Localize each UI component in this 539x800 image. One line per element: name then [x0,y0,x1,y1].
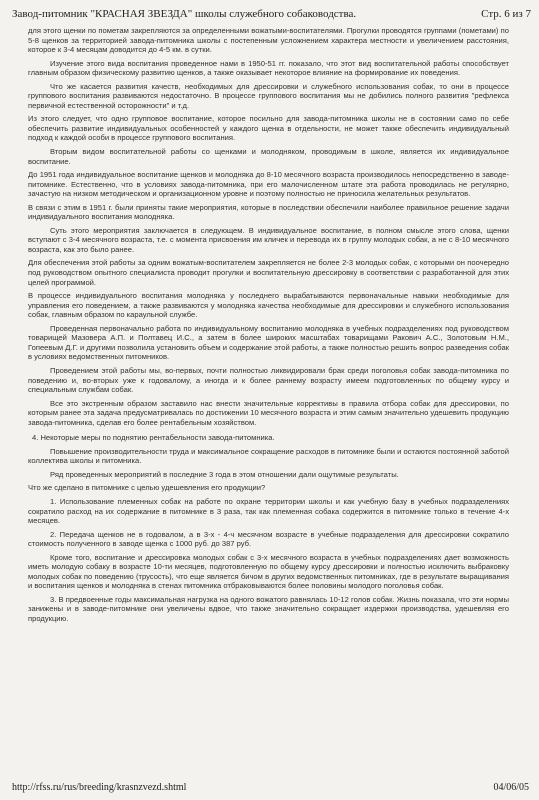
paragraph: 3. В предвоенные годы максимальная нагрузка на одного вожатого равнялась 10-12 голов собак. Жизнь показала, что эти нормы занижены и в заводе-питомнике они увеличены вдвое, что также значительно сокращает издержки производства, удешевляя его продукцию. [28,594,509,623]
page-number: Стр. 6 из 7 [481,8,531,20]
paragraph: Что же сделано в питомнике с целью удешевления его продукции? [28,483,266,493]
section-heading: 4. Некоторые меры по поднятию рентабельности завода-питомника. [32,433,275,443]
page-footer [12,782,529,794]
paragraph: В процессе индивидуального воспитания молодняка у последнего вырабатываются первоначальные навыки необходимые для управления его поведением, а также развиваются у молодняка качества необходимые для дрессировки и служебного использования собак, главным образом по караульной службе. [28,291,509,320]
page-header [12,8,531,22]
paragraph: Для обеспечения этой работы за одним вожатым-воспитателем закрепляется не более 2-3 молодых собак, с которыми он поочередно под руководством опытного специалиста проводит прогулки и воспитательную дрессировку в соответствии с разработанной для этих целей программой. [28,258,509,287]
paragraph: До 1951 года индивидуальное воспитание щенков и молодняка до 8-10 месячного возраста производилось непосредственно в заводе-питомнике. Естественно, что в условиях завода-питомника, при его малочисленном штате эта работа проводилась не регулярно, зачастую на низком методическом и организационном уровне и поэтому полностью не приносила желательных результатов. [28,170,509,199]
paragraph: Проведением этой работы мы, во-первых, почти полностью ликвидировали брак среди поголовья собак завода-питомника по поведению и, во-вторых уже к годовалому, а иногда и к более раннему возрасту имеем подготовленных по общему курсу и специальным службам собак. [28,365,509,395]
paragraph: 2. Передача щенков не в годовалом, а в 3-х - 4-ч месячном возрасте в учебные подразделения для дрессировки сократило стоимость полученного в заводе щенка с 1000 руб. до 387 руб. [28,529,509,549]
paragraph: 1. Использование племенных собак на работе по охране территории школы и как учебную базу в учебных подразделениях сократило расход на их содержание в питомнике в 3 раза, так как племенная собака содержится в питомнике только в течение 4-х месяцев. [28,496,509,526]
document-body [28,26,509,764]
paragraph: Изучение этого вида воспитания проведенное нами в 1950-51 гг. показало, что этот вид воспитательной работы способствует главным образом физическому развитию щенков, а также оказывает некоторое влияние на формирование их поведения. [28,58,509,78]
print-date: 04/06/05 [493,782,529,793]
paragraph: Ряд проведенных мероприятий в последние 3 года в этом отношении дали ощутимые результаты. [50,469,399,479]
paragraph: Проведенная первоначально работа по индивидуальному воспитанию молодняка в учебных подразделениях под руководством товарищей Мазовера А.П. и Полтавец И.С., а затем в более широких масштабах товарищами Ракович А.С., Золотовым Н.М., Гопеевым Д.Г. и другими позволила установить объем и содержание этой работы, а также полностью решить вопрос разведения собак в условиях ведомственных питомников. [28,323,509,362]
paragraph: Вторым видом воспитательной работы со щенками и молодняком, проводимым в школе, является их индивидуальное воспитание. [28,147,509,166]
paragraph: В связи с этим в 1951 г. были приняты такие мероприятия, которые в последствии обеспечили наиболее правильное решение задачи индивидуального воспитания молодняка. [28,202,509,222]
document-title: Завод-питомник "КРАСНАЯ ЗВЕЗДА" школы служебного собаководства. [12,8,357,20]
paragraph: Кроме того, воспитание и дрессировка молодых собак с 3-х месячного возраста в учебных подразделениях дает возможность иметь молодую собаку в возрасте 10-ти месяцев, подготовленную по общему курсу дрессировки и полностью исключить выбраковку молодых собак по поведению (трусость), что еще является бичом в других ведомственных питомниках, где в результате выращивания и воспитания щенков и молодняка в стенах питомника отбраковываются более половины молодого поголовья собак. [28,552,509,591]
paragraph: Повышение производительности труда и максимальное сокращение расходов в питомнике были и остаются постоянной заботой коллектива школы и питомника. [28,446,509,466]
page-url[interactable]: http://rfss.ru/rus/breeding/krasnzvezd.shtml [12,782,187,793]
paragraph: Суть этого мероприятия заключается в следующем. В индивидуальное воспитание, в полном смысле этого слова, щенки вступают с 3-4 месячного возраста, т.е. с момента присвоения им кличек и перевода их в группу молодых собак, а не с 8-10 месячного возраста, как это было ранее. [28,225,509,254]
paragraph: Из этого следует, что одно групповое воспитание, которое посильно для завода-питомника школы не в состоянии само по себе обеспечить развитие индивидуальных особенностей у каждого щенка в отдельности, не может также обеспечить индивидуальный подход к каждой особи в процессе группового воспитания. [28,114,509,143]
paragraph: Все это экстренным образом заставило нас внести значительные коррективы в правила отбора собак для дрессировки, по которым ранее эта задача предусматривалась по достижении 10 месячного возраста и этим самым значительно удешевить продукцию завода-питомника, сделав его более рентабельным хозяйством. [28,398,509,427]
paragraph: для этого щенки по пометам закрепляются за определенными вожатыми-воспитателями. Прогулки проводятся группами (пометами) по 5-8 щенков за территорией завода-питомника школы с постепенным усложнением характера местности и увеличением расстояния, которое к 3-4 месяцам доводится до 4-5 км. в сутки. [28,26,509,55]
paragraph: Что же касается развития качеств, необходимых для дрессировки и служебного использования собак, то они в процессе группового воспитания развиваются недостаточно. В процессе группового воспитания мы не добились полного развития "рефлекса первичной естественной осторожности" и т.д. [28,81,509,110]
